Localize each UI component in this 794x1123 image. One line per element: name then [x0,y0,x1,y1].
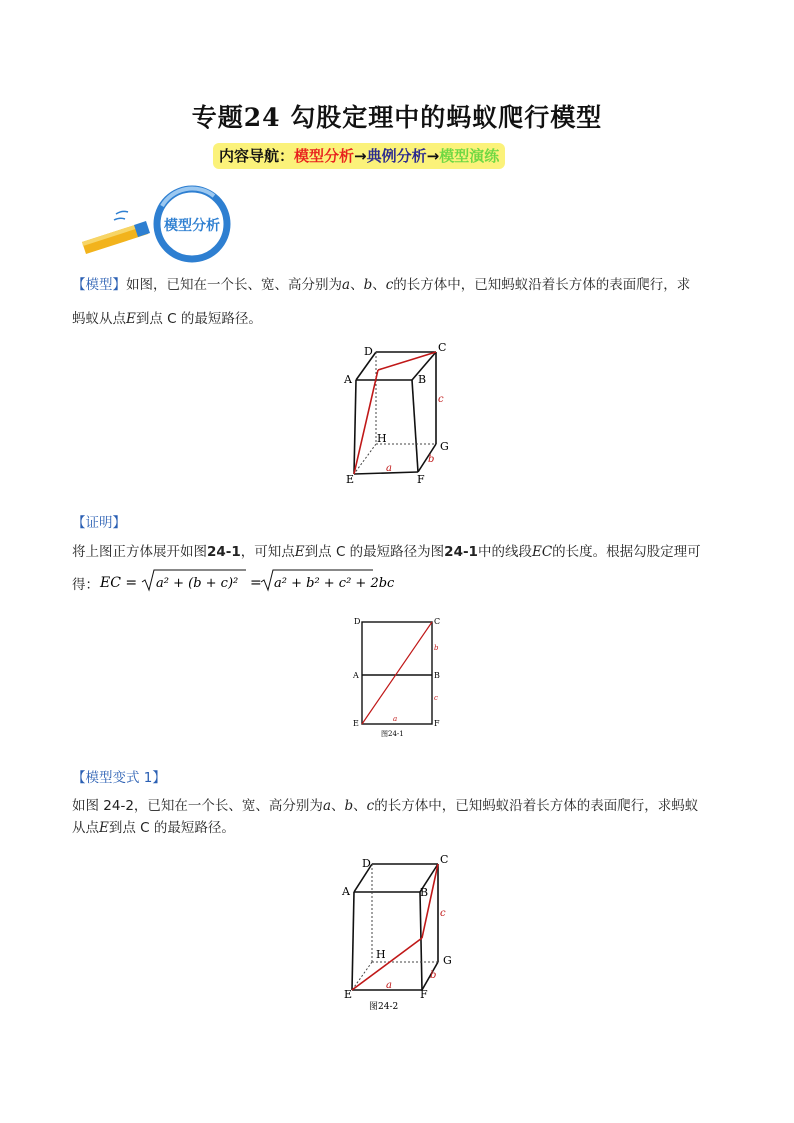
vertex-label-b: B [420,886,429,899]
dim-label-b: b [434,644,439,652]
dim-label-a: a [386,463,392,474]
shortest-path-line [362,622,432,724]
vertex-label-h: H [377,432,387,445]
model-tag: 【模型】 [72,277,126,293]
variant-heading: 【模型变式 1】 [72,770,166,786]
dim-label-a: a [393,715,398,723]
magnifier-handle-icon [82,211,150,254]
vertex-label-e: E [346,473,355,486]
figure-caption: 图24-2 [369,1002,399,1012]
dim-label-c: c [434,694,438,702]
nav-item-model-analysis[interactable]: 模型分析 [294,147,355,165]
nav-item-model-practice[interactable]: 模型演练 [439,147,500,165]
vertex-label-g: G [443,954,452,967]
dim-label-b: b [430,970,437,981]
cuboid-figure-24-2 [330,850,460,1012]
variant-line-2: 从点E到点 C 的最短路径。 [72,820,235,836]
svg-text:EC =: EC = [100,575,138,591]
vertex-label-a: A [353,671,359,680]
pythagoras-formula [100,568,395,596]
vertex-label-c: C [434,617,441,626]
dim-label-a: a [386,980,392,991]
svg-text:a² + b² + c² + 2bc: a² + b² + c² + 2bc [274,576,395,591]
vertex-label-d: D [364,345,373,358]
arrow-icon: → [354,147,367,165]
vertex-label-f: F [417,473,425,486]
svg-text:=: = [250,575,262,591]
vertex-label-h: H [376,948,386,961]
arrow-icon: → [426,147,440,165]
dim-label-c: c [440,908,446,919]
vertex-label-g: G [440,440,449,453]
badge-label: 模型分析 [164,218,220,234]
proof-heading: 【证明】 [72,515,126,531]
model-line-1: 【模型】如图，已知在一个长、宽、高分别为a、b、c的长方体中，已知蚂蚁沿着长方体的表面爬行，求 [72,277,691,293]
vertex-label-e: E [344,988,353,1001]
vertex-label-b: B [434,671,440,680]
vertex-label-f: F [434,719,440,728]
vertex-label-a: A [344,373,352,386]
vertex-label-f: F [420,988,428,1001]
svg-text:a² + (b + c)²: a² + (b + c)² [156,576,239,591]
net-figure-24-1 [345,614,455,742]
model-line-2: 蚂蚁从点E到点 C 的最短路径。 [72,311,262,327]
nav-item-example-analysis[interactable]: 典例分析 [366,147,427,165]
cuboid-figure-1 [330,338,460,488]
vertex-label-e: E [353,719,359,728]
vertex-label-c: C [440,853,449,866]
vertex-label-d: D [362,857,371,870]
vertex-label-c: C [438,341,447,354]
page-title: 专题24 勾股定理中的蚂蚁爬行模型 [191,103,603,132]
nav-label: 内容导航： [219,147,295,165]
proof-line-1: 将上图正方体展开如图24-1，可知点E到点 C 的最短路径为图24-1中的线段EC的长度。根据勾股定理可 [72,544,701,560]
content-nav [213,143,505,169]
vertex-label-d: D [354,617,361,626]
vertex-label-a: A [342,885,350,898]
magnifier-badge [78,180,238,264]
figure-caption: 图24-1 [381,730,404,738]
dim-label-b: b [428,454,435,465]
proof-line-2: 得： [72,577,99,593]
vertex-label-b: B [418,373,427,386]
dim-label-c: c [438,394,444,405]
variant-line-1: 如图 24-2，已知在一个长、宽、高分别为a、b、c的长方体中，已知蚂蚁沿着长方体的表面爬行，求蚂蚁 [72,798,699,814]
